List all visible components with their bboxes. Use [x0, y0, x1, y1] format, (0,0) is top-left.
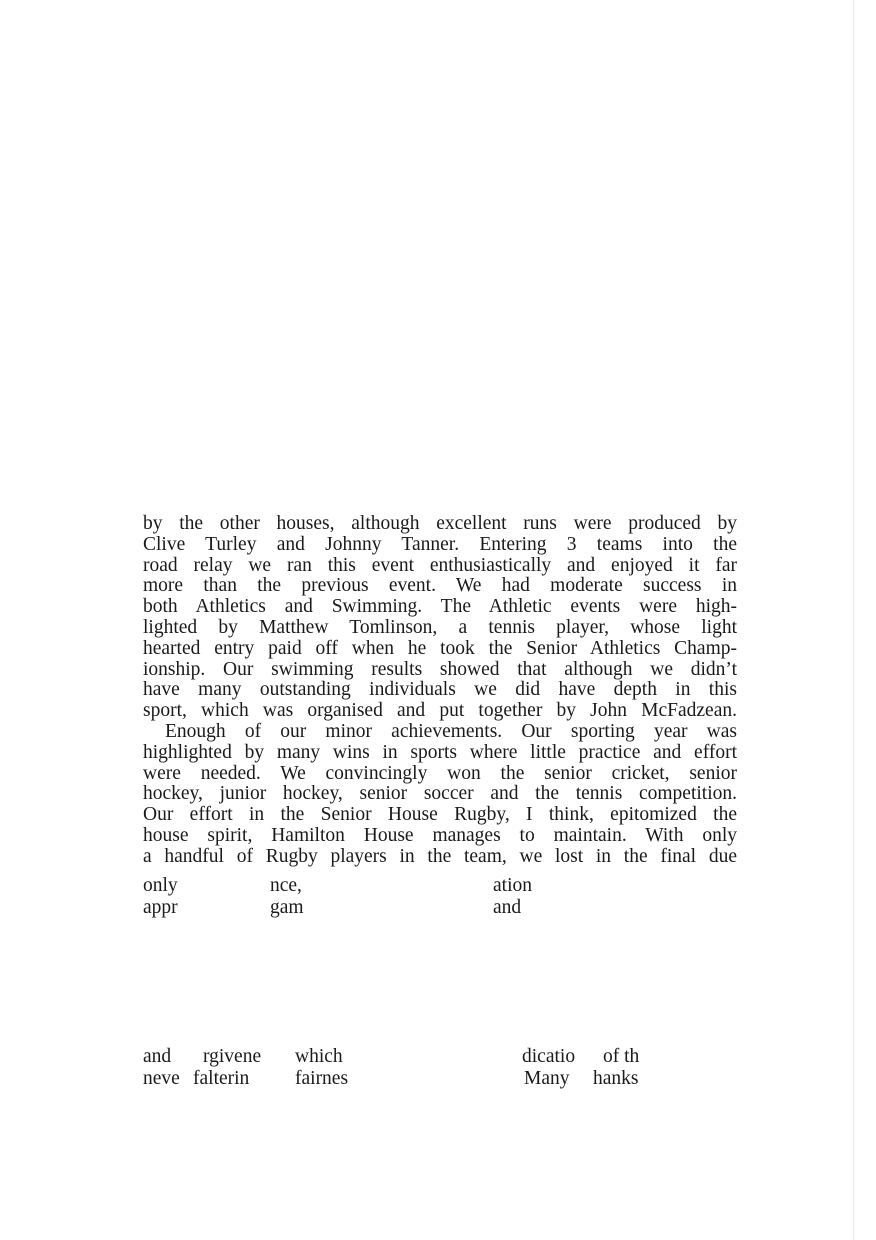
text-line: ionship. Our swimming results showed that although we didn’t [143, 658, 737, 680]
text-line: more than the previous event. We had moderate success in [143, 575, 737, 597]
fragment-line [143, 1068, 743, 1090]
article-text [143, 514, 737, 868]
text-line: hockey, junior hockey, senior soccer and the tennis competition. [143, 783, 737, 805]
text-fragment: falterin [193, 1068, 250, 1089]
text-line: house spirit, Hamilton House manages to maintain. With only [143, 824, 737, 846]
paragraph-2 [143, 722, 737, 868]
text-line: a handful of Rugby players in the team, we lost in the final due [143, 845, 737, 867]
text-line: road relay we ran this event enthusiastically and enjoyed it far [143, 554, 737, 576]
text-fragment: neve [143, 1068, 180, 1089]
text-fragment: only [143, 875, 178, 896]
text-fragment: nce, [270, 875, 302, 896]
text-fragment: and [493, 897, 522, 918]
text-line: both Athletics and Swimming. The Athletic events were high- [143, 596, 737, 618]
fragment-line [143, 897, 743, 919]
text-line: Our effort in the Senior House Rugby, I think, epitomized the [143, 804, 737, 826]
fragment-block-1 [143, 875, 743, 919]
fragment-line [143, 875, 743, 897]
text-fragment: rgivene [203, 1046, 262, 1067]
text-fragment: and [143, 1046, 172, 1067]
text-line: Enough of our minor achievements. Our sporting year was [165, 720, 737, 742]
text-line: sport, which was organised and put together by John McFadzean. [143, 700, 737, 722]
text-line: hearted entry paid off when he took the Senior Athletics Champ- [143, 637, 737, 659]
text-line: highlighted by many wins in sports where little practice and effort [143, 741, 737, 763]
fragment-line [143, 1046, 743, 1068]
text-line: were needed. We convincingly won the senior cricket, senior [143, 762, 737, 784]
text-fragment: hanks [593, 1068, 639, 1089]
text-line: Clive Turley and Johnny Tanner. Entering 3 teams into the [143, 533, 737, 555]
text-fragment: which [295, 1046, 343, 1067]
text-fragment: ation [493, 875, 532, 896]
text-fragment: dicatio [522, 1046, 576, 1067]
text-fragment: of th [603, 1046, 640, 1067]
fragment-block-2 [143, 1046, 743, 1090]
text-line: lighted by Matthew Tomlinson, a tennis player, whose light [143, 616, 737, 638]
text-fragment: appr [143, 897, 178, 918]
page-edge-line [853, 0, 854, 1240]
text-line: have many outstanding individuals we did have depth in this [143, 679, 737, 701]
text-fragment: gam [270, 897, 304, 918]
text-fragment: Many [524, 1068, 570, 1089]
text-line: by the other houses, although excellent runs were produced by [143, 513, 737, 534]
paragraph-1 [143, 514, 737, 722]
text-fragment: fairnes [295, 1068, 349, 1089]
